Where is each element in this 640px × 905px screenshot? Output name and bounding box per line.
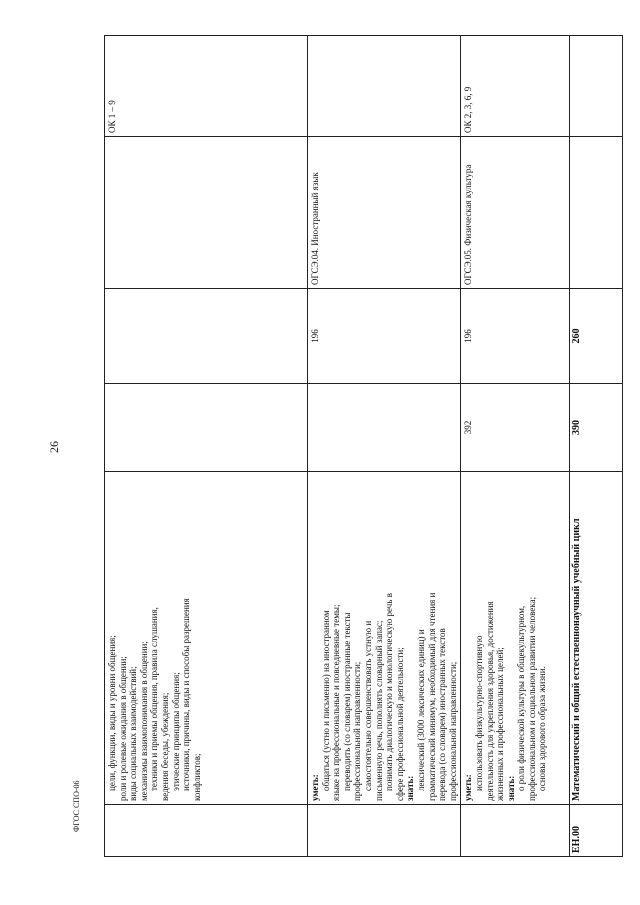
table-row-physical-education bbox=[461, 36, 570, 857]
requirement-line: механизмы взаимопонимания в общении; bbox=[138, 641, 149, 801]
requirement-line: техники и приемы общения, правила слушания, bbox=[149, 607, 160, 791]
requirement-line: роли и ролевые ожидания в общении; bbox=[117, 656, 128, 801]
cell-hours-max: 392 bbox=[461, 384, 570, 472]
requirement-line: языке на профессиональные и повседневные темы; bbox=[331, 604, 342, 801]
curriculum-table bbox=[104, 35, 623, 857]
cell-discipline bbox=[570, 137, 623, 289]
cell-code bbox=[308, 805, 461, 857]
requirement-heading: уметь: bbox=[463, 774, 474, 801]
cell-competencies bbox=[308, 36, 461, 137]
cell-requirements bbox=[308, 472, 461, 805]
requirement-heading: знать: bbox=[505, 775, 516, 801]
table-row-foreign-language bbox=[308, 36, 461, 857]
cell-code bbox=[461, 805, 570, 857]
cell-hours-class bbox=[105, 289, 308, 384]
requirement-line: понимать диалогическую и монологическую речь в bbox=[384, 593, 395, 791]
cell-competencies: ОК 2, 3, 6, 9 bbox=[461, 36, 570, 137]
cell-hours-class: 196 bbox=[461, 289, 570, 384]
table-row-communication bbox=[105, 36, 308, 857]
cell-competencies: ОК 1 – 9 bbox=[105, 36, 308, 137]
requirement-line: профессиональной направленности; bbox=[447, 661, 458, 801]
cell-discipline bbox=[105, 137, 308, 289]
cell-hours-max bbox=[308, 384, 461, 472]
requirement-line: ведения беседы, убеждения; bbox=[159, 692, 170, 801]
cell-requirements bbox=[461, 472, 570, 805]
table-row-math-cycle bbox=[570, 36, 623, 857]
requirement-line: профессиональном и социальном развитии человека; bbox=[526, 596, 537, 801]
cell-code: ЕН.00 bbox=[570, 805, 623, 857]
cell-requirements bbox=[105, 472, 308, 805]
page-number: 26 bbox=[47, 441, 61, 453]
requirement-line: основы здорового образа жизни. bbox=[537, 666, 548, 791]
requirement-line: общаться (устно и письменно) на иностранном bbox=[320, 610, 331, 791]
footer-standard-mark: ФГОС СПО-06 bbox=[72, 780, 81, 832]
requirement-line: деятельность для укрепления здоровья, достижения bbox=[484, 601, 495, 801]
requirement-line: письменную речь, пополнять словарный запас; bbox=[373, 620, 384, 801]
requirement-line: источники, причины, виды и способы разрешения bbox=[181, 598, 192, 791]
requirement-line: переводить (со словарем) иностранные тексты bbox=[341, 612, 352, 791]
requirement-line: сфере профессиональной деятельности; bbox=[394, 647, 405, 801]
curriculum-table-wrapper bbox=[104, 36, 586, 857]
cell-hours-max bbox=[105, 384, 308, 472]
requirement-line: использовать физкультурно-спортивную bbox=[473, 635, 484, 791]
cell-code bbox=[105, 805, 308, 857]
curriculum-table-rotated bbox=[104, 36, 586, 857]
cell-discipline: ОГСЭ.04. Иностранный язык bbox=[308, 137, 461, 289]
cell-hours-class: 196 bbox=[308, 289, 461, 384]
requirement-line: о роли физической культуры в общекультурном, bbox=[516, 605, 527, 791]
requirement-line: перевода (со словарем) иностранных текстов bbox=[437, 628, 448, 801]
requirement-line: лексический (3000 лексических единиц) и bbox=[415, 629, 426, 791]
cell-cycle-title: Математический и общий естественнонаучный учебный цикл bbox=[570, 472, 623, 805]
requirement-line: профессиональной направленности; bbox=[352, 661, 363, 801]
requirement-line: грамматический минимум, необходимый для чтения и bbox=[426, 592, 437, 801]
cell-hours-class: 260 bbox=[570, 289, 623, 384]
cell-hours-max: 390 bbox=[570, 384, 623, 472]
cell-competencies bbox=[570, 36, 623, 137]
requirement-heading: уметь: bbox=[310, 774, 320, 801]
requirement-line: этические принципы общения; bbox=[170, 672, 181, 791]
requirement-line: самостоятельно совершенствовать устную и bbox=[362, 620, 373, 791]
requirement-line: цели, функции, виды и уровни общения; bbox=[107, 635, 117, 791]
requirement-line: конфликтов; bbox=[191, 753, 202, 801]
requirement-line: жизненных и профессиональных целей; bbox=[495, 647, 506, 801]
cell-discipline: ОГСЭ.05. Физическая культура bbox=[461, 137, 570, 289]
requirement-heading: знать: bbox=[405, 775, 416, 801]
requirement-line: виды социальных взаимодействий; bbox=[128, 666, 139, 801]
